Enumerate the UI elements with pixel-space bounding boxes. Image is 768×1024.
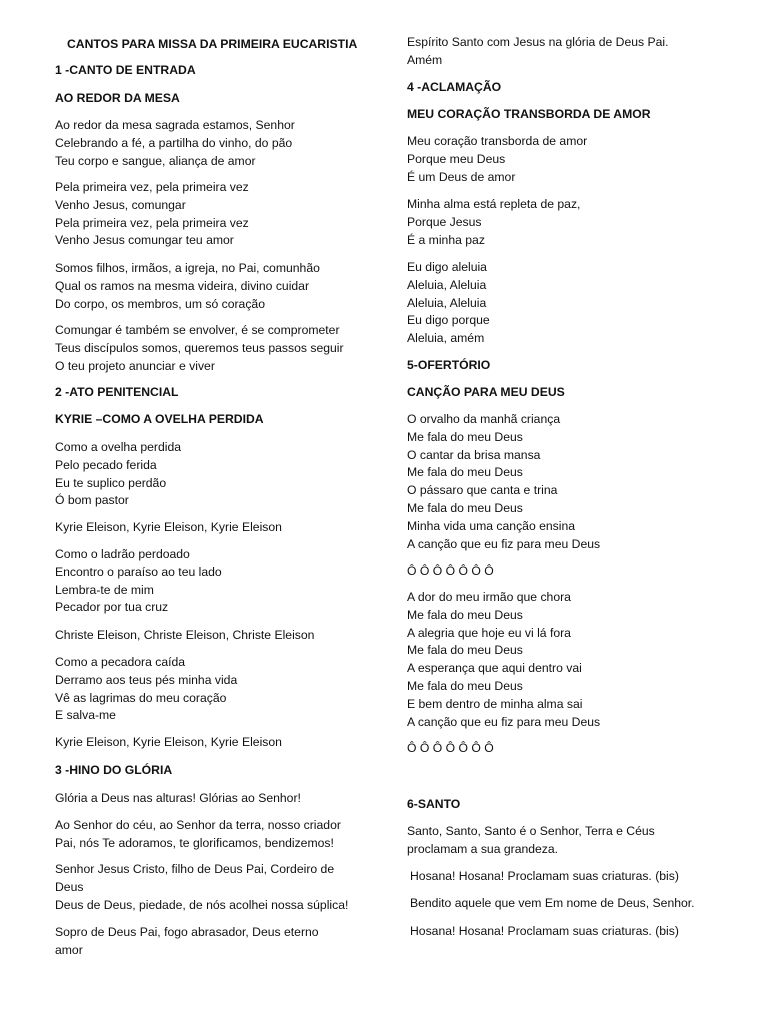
- lyric-line: Espírito Santo com Jesus na glória de Deus Pai.: [407, 35, 669, 49]
- verse: [55, 117, 375, 170]
- lyric-line: Pelo pecado ferida: [55, 457, 157, 472]
- lyric-line: A esperança que aqui dentro vai: [407, 661, 582, 676]
- lyric-line: Pecador por tua cruz: [55, 600, 169, 615]
- verse: [407, 133, 737, 186]
- lyric-line: E bem dentro de minha alma sai: [407, 696, 583, 711]
- lyric-line: Derramo aos teus pés minha vida: [55, 672, 238, 687]
- verse: [55, 861, 375, 914]
- refrain-line: Kyrie Eleison, Kyrie Eleison, Kyrie Eleison: [55, 735, 282, 749]
- lyric-line: Qual os ramos na mesma videira, divino cuidar: [55, 278, 310, 293]
- lyric-line: Como a pecadora caída: [55, 655, 186, 669]
- lyric-line: Ao Senhor do céu, ao Senhor da terra, nosso criador: [55, 818, 341, 832]
- lyric-line: Deus de Deus, piedade, de nós acolhei nossa súplica!: [55, 897, 349, 912]
- section-heading-ofertorio: 5-OFERTÓRIO: [407, 358, 491, 372]
- verse: [407, 34, 737, 70]
- lyric-line: Pai, nós Te adoramos, te glorificamos, bendizemos!: [55, 835, 334, 850]
- section-heading-santo: 6-SANTO: [407, 797, 461, 811]
- lyric-line: A canção que eu fiz para meu Deus: [407, 714, 601, 729]
- verse: [407, 259, 737, 348]
- refrain-line: Ô Ô Ô Ô Ô Ô Ô: [407, 741, 494, 755]
- document-title: CANTOS PARA MISSA DA PRIMEIRA EUCARISTIA: [67, 37, 358, 51]
- lyric-line: Ó bom pastor: [55, 493, 129, 508]
- lyric-line: Minha alma está repleta de paz,: [407, 197, 581, 211]
- lyric-line: Do corpo, os membros, um só coração: [55, 296, 265, 311]
- lyric-line: Aleluia, amém: [407, 331, 485, 346]
- lyric-line: Minha vida uma canção ensina: [407, 518, 576, 533]
- lyric-line: A alegria que hoje eu vi lá fora: [407, 625, 571, 640]
- lyric-line: Me fala do meu Deus: [407, 429, 523, 444]
- lyric-line: Teus discípulos somos, queremos teus passos seguir: [55, 340, 344, 355]
- lyric-line: Somos filhos, irmãos, a igreja, no Pai, comunhão: [55, 261, 320, 275]
- lyric-line: Pela primeira vez, pela primeira vez: [55, 215, 249, 230]
- section-heading-gloria: 3 -HINO DO GLÓRIA: [55, 763, 173, 777]
- lyric-line: Porque meu Deus: [407, 151, 506, 166]
- verse: [55, 179, 375, 250]
- lyric-line: Vê as lagrimas do meu coração: [55, 690, 227, 705]
- lyric-line: Me fala do meu Deus: [407, 465, 523, 480]
- verse: [55, 439, 375, 510]
- lyric-line: Aleluia, Aleluia: [407, 295, 487, 310]
- lyric-line: Bendito aquele que vem Em nome de Deus, Senhor.: [410, 896, 695, 910]
- lyric-line: É um Deus de amor: [407, 169, 516, 184]
- verse: [55, 322, 375, 375]
- lyric-line: Me fala do meu Deus: [407, 643, 523, 658]
- lyric-line: Senhor Jesus Cristo, filho de Deus Pai, Cordeiro de: [55, 862, 335, 876]
- lyric-line: Como a ovelha perdida: [55, 440, 182, 454]
- lyric-line: O pássaro que canta e trina: [407, 483, 558, 498]
- lyric-line: Meu coração transborda de amor: [407, 134, 588, 148]
- lyric-line: Ao redor da mesa sagrada estamos, Senhor: [55, 118, 295, 132]
- lyric-line: Me fala do meu Deus: [407, 678, 523, 693]
- refrain-line: Ô Ô Ô Ô Ô Ô Ô: [407, 564, 494, 578]
- lyric-line: Porque Jesus: [407, 214, 482, 229]
- verse: [55, 260, 375, 313]
- verse: [407, 589, 737, 731]
- lyric-line: O orvalho da manhã criança: [407, 412, 561, 426]
- section-heading-aclamacao: 4 -ACLAMAÇÃO: [407, 80, 502, 94]
- lyric-line: amor: [55, 942, 83, 957]
- lyric-line: O cantar da brisa mansa: [407, 447, 541, 462]
- song-title-meu-coracao: MEU CORAÇÃO TRANSBORDA DE AMOR: [407, 107, 651, 121]
- verse: [55, 817, 375, 853]
- lyric-line: Eu digo aleluia: [407, 260, 487, 274]
- verse: [407, 823, 737, 859]
- verse: [407, 196, 737, 249]
- refrain-line: Christe Eleison, Christe Eleison, Christe Eleison: [55, 628, 315, 642]
- lyric-line: Me fala do meu Deus: [407, 500, 523, 515]
- verse: [55, 924, 375, 960]
- lyric-line: A canção que eu fiz para meu Deus: [407, 536, 601, 551]
- lyric-line: Me fala do meu Deus: [407, 607, 523, 622]
- lyric-line: Sopro de Deus Pai, fogo abrasador, Deus eterno: [55, 925, 319, 939]
- section-heading-ato-penitencial: 2 -ATO PENITENCIAL: [55, 385, 179, 399]
- refrain-line: Kyrie Eleison, Kyrie Eleison, Kyrie Eleison: [55, 520, 282, 534]
- lyric-line: E salva-me: [55, 708, 116, 723]
- lyric-line: Comungar é também se envolver, é se comprometer: [55, 323, 340, 337]
- lyric-line: Aleluia, Aleluia: [407, 277, 487, 292]
- lyric-line: proclamam a sua grandeza.: [407, 841, 559, 856]
- lyric-line: Amém: [407, 52, 443, 67]
- verse: [55, 546, 375, 617]
- lyric-line: Hosana! Hosana! Proclamam suas criaturas. (bis): [410, 869, 679, 883]
- lyric-line: Como o ladrão perdoado: [55, 547, 190, 561]
- lyric-line: Encontro o paraíso ao teu lado: [55, 564, 222, 579]
- lyric-line: Celebrando a fé, a partilha do vinho, do pão: [55, 135, 293, 150]
- section-heading-entrada: 1 -CANTO DE ENTRADA: [55, 63, 196, 77]
- lyric-line: Deus: [55, 879, 84, 894]
- lyric-line: Santo, Santo, Santo é o Senhor, Terra e Céus: [407, 824, 655, 838]
- lyric-line: Venho Jesus comungar teu amor: [55, 233, 234, 248]
- song-title-cancao-para-meu-deus: CANÇÃO PARA MEU DEUS: [407, 385, 565, 399]
- lyric-line: Teu corpo e sangue, aliança de amor: [55, 153, 256, 168]
- verse: [55, 654, 375, 725]
- lyric-line: A dor do meu irmão que chora: [407, 590, 571, 604]
- verse: [407, 411, 737, 553]
- lyric-line: Eu te suplico perdão: [55, 475, 167, 490]
- lyric-line: Pela primeira vez, pela primeira vez: [55, 180, 249, 194]
- lyric-line: É a minha paz: [407, 232, 485, 247]
- lyric-line: Hosana! Hosana! Proclamam suas criaturas. (bis): [410, 924, 679, 938]
- lyric-line: Eu digo porque: [407, 313, 490, 328]
- song-title-kyrie: KYRIE –COMO A OVELHA PERDIDA: [55, 412, 264, 426]
- lyric-line: O teu projeto anunciar e viver: [55, 358, 215, 373]
- song-title-ao-redor-da-mesa: AO REDOR DA MESA: [55, 91, 180, 105]
- lyric-line: Glória a Deus nas alturas! Glórias ao Senhor!: [55, 791, 301, 805]
- lyric-line: Lembra-te de mim: [55, 582, 154, 597]
- lyric-line: Venho Jesus, comungar: [55, 197, 186, 212]
